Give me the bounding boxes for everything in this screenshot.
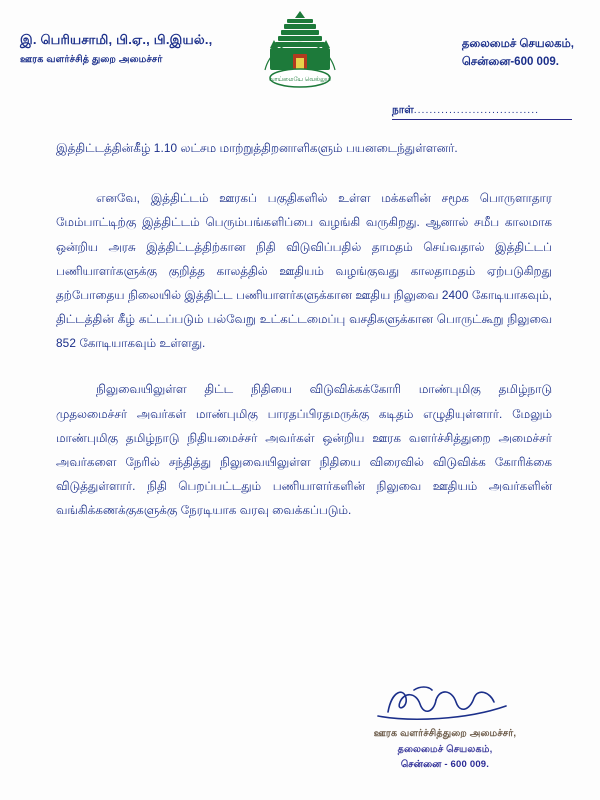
address-line-2: சென்னை-600 009. bbox=[461, 55, 559, 68]
signature-office: தலைமைச் செயலகம், bbox=[397, 743, 493, 755]
office-address-block bbox=[462, 36, 574, 72]
signature-block bbox=[330, 682, 560, 772]
letter-body bbox=[0, 136, 600, 544]
svg-text:வாய்மையே வெல்லும்: வாய்மையே வெல்லும் bbox=[268, 77, 332, 83]
paragraph-3: நிலுவையிலுள்ள திட்ட நிதியை விடுவிக்கக்கோரி மாண்புமிகு தமிழ்நாடு முதலமைச்சர் அவர்கள் மாண்புமிகு பாரதப்பிரதமருக்கு கடிதம் எழுதியுள்ளார். மேலும் மாண்புமிகு தமிழ்நாடு நிதியமைச்சர் அவர்கள் ஒன்றிய ஊரக வளர்ச்சித்துறை அமைச்சர் அவர்களை நேரில் சந்தித்து நிலுவையிலுள்ள நிதியை விரைவில் விடுவிக்க கோரிக்கை விடுத்துள்ளார். நிதி பெறப்பட்டதும் பணியாளர்களின் நிலுவை ஊதியம் அவர்களின் வங்கிக்கணக்குகளுக்கு நேரடியாக வரவு வைக்கப்படும். bbox=[56, 382, 552, 518]
signature-designation: ஊரக வளர்ச்சித்துறை அமைச்சர், bbox=[373, 728, 517, 740]
minister-name: இ. பெரியசாமி, பி.ஏ., பி.இயல்., bbox=[20, 32, 213, 47]
paragraph-2: எனவே, இத்திட்டம் ஊரகப் பகுதிகளில் உள்ள மக்களின் சமூக பொருளாதார மேம்பாட்டிற்கு இத்திட்டம் பெரும்பங்களிப்பை வழங்கி வருகிறது. ஆனால் சமீப காலமாக ஒன்றிய அரசு இத்திட்டத்திற்கான நிதி விடுவிப்பதில் தாமதம் செய்வதால் இத்திட்டப் பணியாளர்களுக்கு குறித்த காலத்தில் ஊதியம் வழங்குவது காலதாமதம் ஏற்படுகிறது தற்போதைய நிலையில் இத்திட்ட பணியாளர்களுக்கான ஊதிய நிலுவை 2400 கோடியாகவும், திட்டத்தின் கீழ் கட்டப்படும் பல்வேறு உட்கட்டமைப்பு வசதிகளுக்கான பொருட்கூறு நிலுவை 852 கோடியாகவும் உள்ளது. bbox=[56, 191, 552, 351]
address-line-1: தலைமைச் செயலகம், bbox=[461, 38, 574, 50]
sender-identity-block bbox=[20, 32, 240, 66]
date-dots: ................................ bbox=[413, 104, 540, 116]
paragraph-1: இத்திட்டத்தின்கீழ் 1.10 லட்சம மாற்றுத்திறனாளிகளும் பயனடைந்துள்ளனர். bbox=[56, 141, 458, 155]
tamil-nadu-government-emblem-icon bbox=[257, 8, 343, 94]
date-label: நாள் bbox=[392, 104, 414, 116]
minister-department: ஊரக வளர்ச்சித் துறை அமைச்சர் bbox=[20, 53, 163, 65]
signature-city: சென்னை - 600 009. bbox=[400, 758, 490, 770]
date-field bbox=[392, 104, 572, 120]
handwritten-signature bbox=[330, 682, 560, 724]
date-rule bbox=[392, 119, 572, 120]
letterhead-header bbox=[0, 0, 600, 100]
